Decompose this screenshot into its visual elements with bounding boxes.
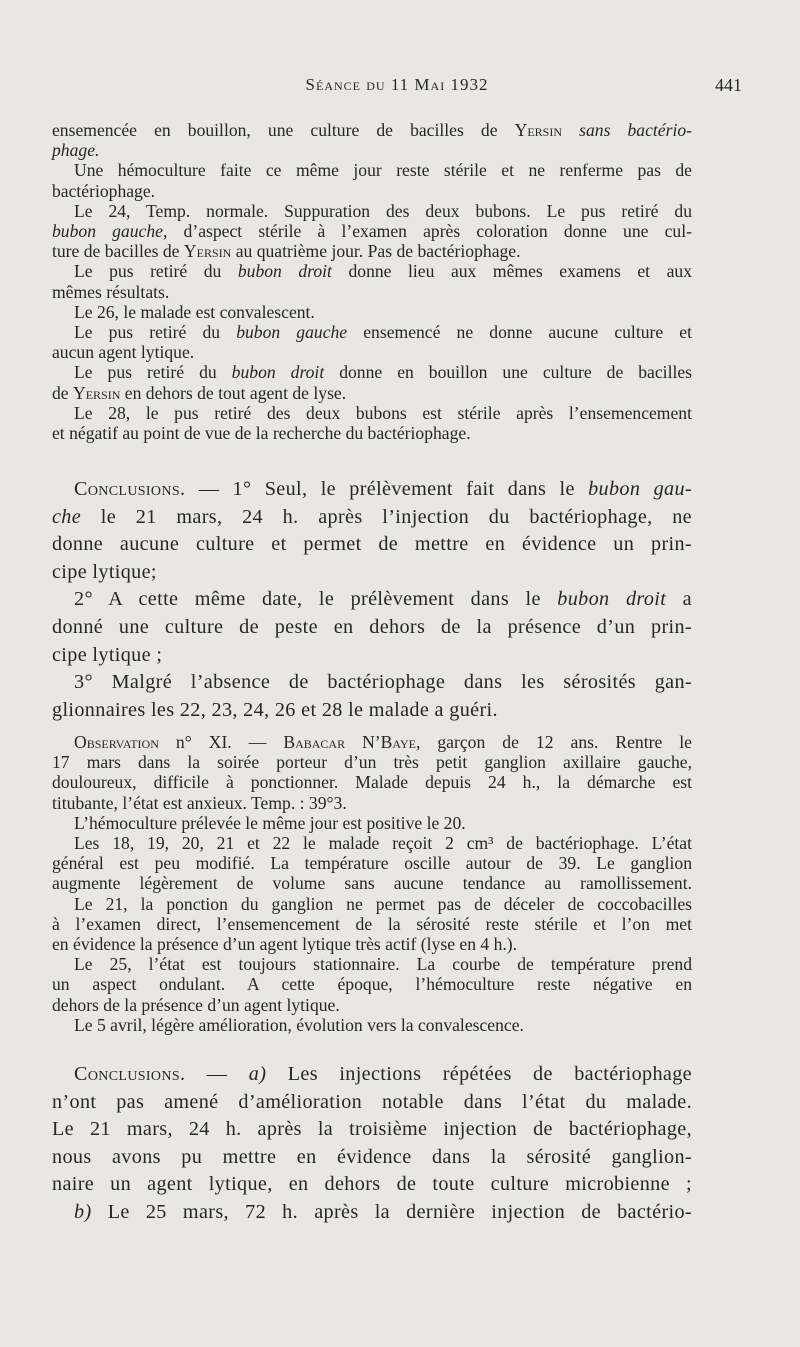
text-line: Le 5 avril, légère amélioration, évolution vers la convalescence.	[74, 1014, 524, 1035]
text-line: Une hémoculture faite ce même jour reste stérile et ne renferme pas de	[74, 160, 692, 181]
page-header	[52, 75, 742, 103]
text-line: 3° Malgré l’absence de bactériophage dans les sérosités gan-	[74, 671, 692, 694]
observation-section	[52, 732, 692, 1035]
text-line: 2° A cette même date, le prélèvement dans le bubon droit a	[74, 588, 692, 611]
text-line: phage.	[52, 140, 100, 161]
text-line: Conclusions. — 1° Seul, le prélèvement fait dans le bubon gau-	[74, 478, 692, 500]
text-line: Conclusions. — a) Les injections répétées de bactériophage	[74, 1063, 692, 1085]
text-line: titubante, l’état est anxieux. Temp. : 39°3.	[52, 792, 347, 813]
text-line: donne aucune culture et permet de mettre en évidence un prin-	[52, 533, 692, 556]
text-line: Le 21 mars, 24 h. après la troisième injection de bactériophage,	[52, 1118, 692, 1141]
text-line: Le 26, le malade est convalescent.	[74, 301, 315, 322]
text-line: Observation n° XI. — Babacar N’Baye, garçon de 12 ans. Rentre le	[74, 732, 692, 752]
case-report-continuation	[52, 120, 692, 443]
text-line: 17 mars dans la soirée porteur d’un très petit ganglion axillaire gauche,	[52, 752, 692, 773]
text-line: glionnaires les 22, 23, 24, 26 et 28 le malade a guéri.	[52, 698, 498, 721]
text-line: douloureux, difficile à ponctionner. Malade depuis 24 h., la démarche est	[52, 772, 692, 793]
text-line: naire un agent lytique, en dehors de toute culture microbienne ;	[52, 1173, 692, 1196]
text-line: Le 25, l’état est toujours stationnaire. La courbe de température prend	[74, 954, 692, 975]
text-line: bubon gauche, d’aspect stérile à l’examen après coloration donne une cul-	[52, 221, 692, 242]
text-line: n’ont pas amené d’amélioration notable dans l’état du malade.	[52, 1090, 692, 1113]
text-line: donné une culture de peste en dehors de la présence d’un prin-	[52, 615, 692, 638]
conclusions-section-2	[52, 1061, 692, 1227]
text-line: et négatif au point de vue de la recherche du bactériophage.	[52, 423, 471, 444]
text-line: Le pus retiré du bubon droit donne en bouillon une culture de bacilles	[74, 362, 692, 383]
text-line: bactériophage.	[52, 180, 156, 201]
text-line: ture de bacilles de Yersin au quatrième jour. Pas de bactériophage.	[52, 241, 521, 262]
conclusions-section	[52, 476, 692, 724]
text-line: b) Le 25 mars, 72 h. après la dernière injection de bactério-	[74, 1200, 692, 1223]
text-line: dehors de la présence d’un agent lytique.	[52, 994, 340, 1015]
text-line: général est peu modifié. La température oscille autour de 39. Le ganglion	[52, 853, 692, 874]
text-line: augmente légèrement de volume sans aucune tendance au ramollissement.	[52, 873, 692, 894]
text-line: cipe lytique ;	[52, 643, 163, 666]
text-line: aucun agent lytique.	[52, 342, 195, 363]
text-line: Les 18, 19, 20, 21 et 22 le malade reçoit 2 cm³ de bactériophage. L’état	[74, 833, 692, 854]
text-line: ensemencée en bouillon, une culture de bacilles de Yersin sans bactério-	[52, 120, 693, 140]
text-line: mêmes résultats.	[52, 281, 170, 302]
text-line: che le 21 mars, 24 h. après l’injection du bactériophage, ne	[52, 505, 692, 528]
text-line: un aspect ondulant. A cette époque, l’hémoculture reste négative en	[52, 974, 692, 995]
text-line: de Yersin en dehors de tout agent de lyse.	[52, 382, 347, 403]
text-line: L’hémoculture prélevée le même jour est positive le 20.	[74, 812, 466, 833]
text-line: nous avons pu mettre en évidence dans la sérosité ganglion-	[52, 1145, 692, 1168]
text-line: à l’examen direct, l’ensemencement de la sérosité reste stérile et l’on met	[52, 913, 692, 934]
running-title: Séance du 11 Mai 1932	[305, 75, 489, 94]
text-line: en évidence la présence d’un agent lytique très actif (lyse en 4 h.).	[52, 934, 518, 955]
text-line: Le pus retiré du bubon droit donne lieu aux mêmes examens et aux	[74, 261, 692, 282]
text-line: cipe lytique;	[52, 560, 157, 583]
text-line: Le 21, la ponction du ganglion ne permet pas de déceler de coccobacilles	[74, 893, 692, 914]
text-line: Le 24, Temp. normale. Suppuration des deux bubons. Le pus retiré du	[74, 200, 692, 221]
page-number: 441	[715, 75, 742, 95]
text-line: Le pus retiré du bubon gauche ensemencé ne donne aucune culture et	[74, 322, 692, 343]
text-line: Le 28, le pus retiré des deux bubons est stérile après l’ensemencement	[74, 402, 692, 423]
